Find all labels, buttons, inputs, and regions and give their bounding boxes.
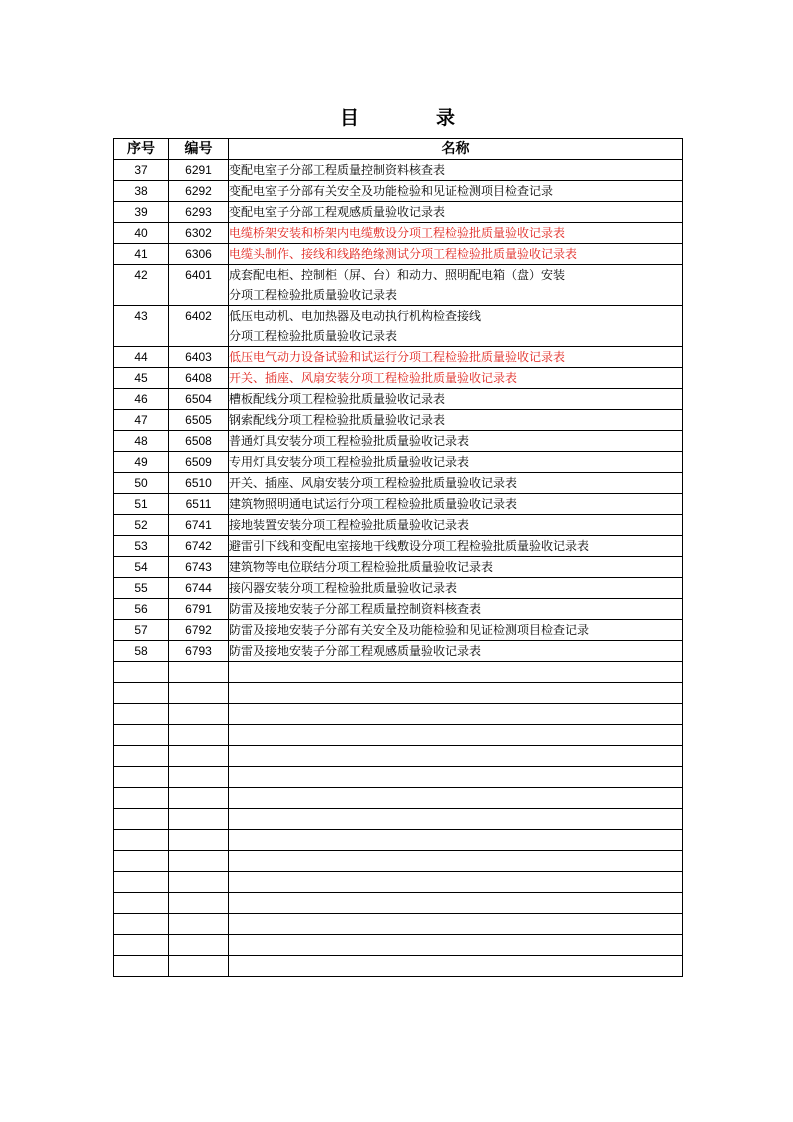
row-seq: 52: [114, 515, 169, 536]
row-name-line: 专用灯具安装分项工程检验批质量验收记录表: [229, 455, 470, 469]
empty-cell: [169, 662, 229, 683]
table-row: [114, 431, 683, 452]
empty-cell: [114, 683, 169, 704]
row-name: [229, 452, 683, 473]
row-name: [229, 347, 683, 368]
row-name-line: 电缆桥架安装和桥架内电缆敷设分项工程检验批质量验收记录表: [229, 226, 566, 240]
table-row: [114, 368, 683, 389]
empty-cell: [169, 809, 229, 830]
row-name: [229, 494, 683, 515]
empty-cell: [114, 893, 169, 914]
empty-row: [114, 809, 683, 830]
empty-cell: [169, 914, 229, 935]
row-name: [229, 557, 683, 578]
row-code: 6791: [169, 599, 229, 620]
empty-cell: [114, 872, 169, 893]
toc-table: [113, 138, 683, 977]
row-name: [229, 368, 683, 389]
row-code: 6291: [169, 160, 229, 181]
row-name-line: 避雷引下线和变配电室接地干线敷设分项工程检验批质量验收记录表: [229, 539, 590, 553]
row-seq: 47: [114, 410, 169, 431]
row-name-line: 开关、插座、风扇安装分项工程检验批质量验收记录表: [229, 371, 518, 385]
table-row: [114, 536, 683, 557]
empty-cell: [229, 683, 683, 704]
row-code: 6511: [169, 494, 229, 515]
row-seq: 46: [114, 389, 169, 410]
row-code: 6401: [169, 265, 229, 306]
empty-cell: [169, 683, 229, 704]
empty-cell: [229, 704, 683, 725]
empty-cell: [114, 914, 169, 935]
empty-cell: [169, 893, 229, 914]
row-code: 6742: [169, 536, 229, 557]
row-name-line: 变配电室子分部有关安全及功能检验和见证检测项目检查记录: [229, 184, 554, 198]
empty-cell: [114, 662, 169, 683]
row-seq: 57: [114, 620, 169, 641]
empty-cell: [169, 956, 229, 977]
row-seq: 55: [114, 578, 169, 599]
empty-row: [114, 767, 683, 788]
empty-cell: [169, 935, 229, 956]
empty-cell: [229, 830, 683, 851]
row-name: [229, 265, 683, 306]
row-name: [229, 473, 683, 494]
row-name-line: 普通灯具安装分项工程检验批质量验收记录表: [229, 434, 470, 448]
row-seq: 40: [114, 223, 169, 244]
table-body: [114, 160, 683, 977]
row-name: [229, 515, 683, 536]
empty-cell: [169, 830, 229, 851]
empty-cell: [229, 809, 683, 830]
table-row: [114, 494, 683, 515]
header-seq: 序号: [114, 139, 169, 160]
empty-cell: [229, 872, 683, 893]
row-seq: 44: [114, 347, 169, 368]
row-name: [229, 641, 683, 662]
table-row: [114, 389, 683, 410]
row-code: 6505: [169, 410, 229, 431]
row-name-line: 开关、插座、风扇安装分项工程检验批质量验收记录表: [229, 476, 518, 490]
row-seq: 54: [114, 557, 169, 578]
empty-cell: [169, 704, 229, 725]
row-code: 6509: [169, 452, 229, 473]
row-code: 6743: [169, 557, 229, 578]
row-name-line: 分项工程检验批质量验收记录表: [229, 329, 398, 343]
row-name: [229, 181, 683, 202]
empty-cell: [169, 851, 229, 872]
header-name: 名称: [229, 139, 683, 160]
row-code: 6302: [169, 223, 229, 244]
empty-cell: [229, 746, 683, 767]
table-row: [114, 223, 683, 244]
empty-row: [114, 704, 683, 725]
empty-row: [114, 956, 683, 977]
table-row: [114, 202, 683, 223]
row-name-line: 接闪器安装分项工程检验批质量验收记录表: [229, 581, 458, 595]
row-seq: 56: [114, 599, 169, 620]
row-code: 6510: [169, 473, 229, 494]
empty-cell: [114, 956, 169, 977]
row-code: 6793: [169, 641, 229, 662]
empty-cell: [229, 788, 683, 809]
empty-row: [114, 935, 683, 956]
row-seq: 42: [114, 265, 169, 306]
row-name-line: 低压电气动力设备试验和试运行分项工程检验批质量验收记录表: [229, 350, 566, 364]
table-row: [114, 306, 683, 347]
empty-row: [114, 893, 683, 914]
row-name-line: 变配电室子分部工程观感质量验收记录表: [229, 205, 446, 219]
row-name-line: 接地装置安装分项工程检验批质量验收记录表: [229, 518, 470, 532]
empty-row: [114, 746, 683, 767]
row-name-line: 变配电室子分部工程质量控制资料核查表: [229, 163, 446, 177]
row-seq: 39: [114, 202, 169, 223]
row-name-line: 钢索配线分项工程检验批质量验收记录表: [229, 413, 446, 427]
empty-cell: [114, 788, 169, 809]
empty-cell: [229, 956, 683, 977]
row-code: 6306: [169, 244, 229, 265]
row-name-line: 分项工程检验批质量验收记录表: [229, 288, 398, 302]
row-name: [229, 410, 683, 431]
row-seq: 50: [114, 473, 169, 494]
empty-row: [114, 914, 683, 935]
row-name: [229, 306, 683, 347]
row-name: [229, 160, 683, 181]
table-row: [114, 557, 683, 578]
row-seq: 43: [114, 306, 169, 347]
row-code: 6408: [169, 368, 229, 389]
row-code: 6744: [169, 578, 229, 599]
row-code: 6292: [169, 181, 229, 202]
table-header-row: [114, 139, 683, 160]
table-row: [114, 160, 683, 181]
empty-row: [114, 662, 683, 683]
title-part-2: 录: [436, 107, 456, 129]
row-code: 6792: [169, 620, 229, 641]
row-name-line: 防雷及接地安装子分部有关安全及功能检验和见证检测项目检查记录: [229, 623, 590, 637]
empty-cell: [169, 872, 229, 893]
empty-cell: [114, 704, 169, 725]
row-seq: 51: [114, 494, 169, 515]
row-name-line: 防雷及接地安装子分部工程观感质量验收记录表: [229, 644, 482, 658]
table-row: [114, 181, 683, 202]
row-name-line: 低压电动机、电加热器及电动执行机构检查接线: [229, 309, 482, 323]
empty-cell: [114, 935, 169, 956]
row-name-line: 防雷及接地安装子分部工程质量控制资料核查表: [229, 602, 482, 616]
empty-cell: [169, 788, 229, 809]
row-name: [229, 223, 683, 244]
empty-cell: [114, 767, 169, 788]
empty-row: [114, 725, 683, 746]
empty-cell: [114, 830, 169, 851]
row-seq: 58: [114, 641, 169, 662]
empty-row: [114, 851, 683, 872]
table-row: [114, 515, 683, 536]
row-name: [229, 599, 683, 620]
empty-cell: [114, 809, 169, 830]
table-row: [114, 452, 683, 473]
table-row: [114, 265, 683, 306]
row-code: 6293: [169, 202, 229, 223]
row-name-line: 建筑物等电位联结分项工程检验批质量验收记录表: [229, 560, 494, 574]
row-name-line: 建筑物照明通电试运行分项工程检验批质量验收记录表: [229, 497, 518, 511]
row-seq: 53: [114, 536, 169, 557]
row-name: [229, 431, 683, 452]
row-name: [229, 202, 683, 223]
table-row: [114, 641, 683, 662]
title-part-1: 目: [340, 107, 360, 129]
row-seq: 49: [114, 452, 169, 473]
row-seq: 45: [114, 368, 169, 389]
empty-cell: [229, 725, 683, 746]
empty-row: [114, 683, 683, 704]
row-code: 6741: [169, 515, 229, 536]
row-seq: 37: [114, 160, 169, 181]
table-row: [114, 620, 683, 641]
row-name: [229, 578, 683, 599]
table-row: [114, 244, 683, 265]
empty-row: [114, 872, 683, 893]
empty-cell: [229, 767, 683, 788]
empty-cell: [169, 746, 229, 767]
row-seq: 41: [114, 244, 169, 265]
table-row: [114, 347, 683, 368]
row-code: 6402: [169, 306, 229, 347]
row-code: 6403: [169, 347, 229, 368]
row-name: [229, 536, 683, 557]
row-name-line: 槽板配线分项工程检验批质量验收记录表: [229, 392, 446, 406]
empty-cell: [169, 725, 229, 746]
row-code: 6504: [169, 389, 229, 410]
row-code: 6508: [169, 431, 229, 452]
table-row: [114, 473, 683, 494]
row-name: [229, 389, 683, 410]
row-name-line: 成套配电柜、控制柜（屏、台）和动力、照明配电箱（盘）安装: [229, 268, 566, 282]
empty-cell: [114, 746, 169, 767]
row-seq: 38: [114, 181, 169, 202]
row-seq: 48: [114, 431, 169, 452]
header-code: 编号: [169, 139, 229, 160]
row-name: [229, 620, 683, 641]
empty-cell: [114, 725, 169, 746]
row-name-line: 电缆头制作、接线和线路绝缘测试分项工程检验批质量验收记录表: [229, 247, 578, 261]
empty-cell: [229, 914, 683, 935]
empty-cell: [229, 893, 683, 914]
table-row: [114, 599, 683, 620]
empty-row: [114, 830, 683, 851]
table-row: [114, 578, 683, 599]
empty-row: [114, 788, 683, 809]
row-name: [229, 244, 683, 265]
empty-cell: [229, 662, 683, 683]
empty-cell: [169, 767, 229, 788]
empty-cell: [229, 851, 683, 872]
empty-cell: [229, 935, 683, 956]
empty-cell: [114, 851, 169, 872]
table-row: [114, 410, 683, 431]
